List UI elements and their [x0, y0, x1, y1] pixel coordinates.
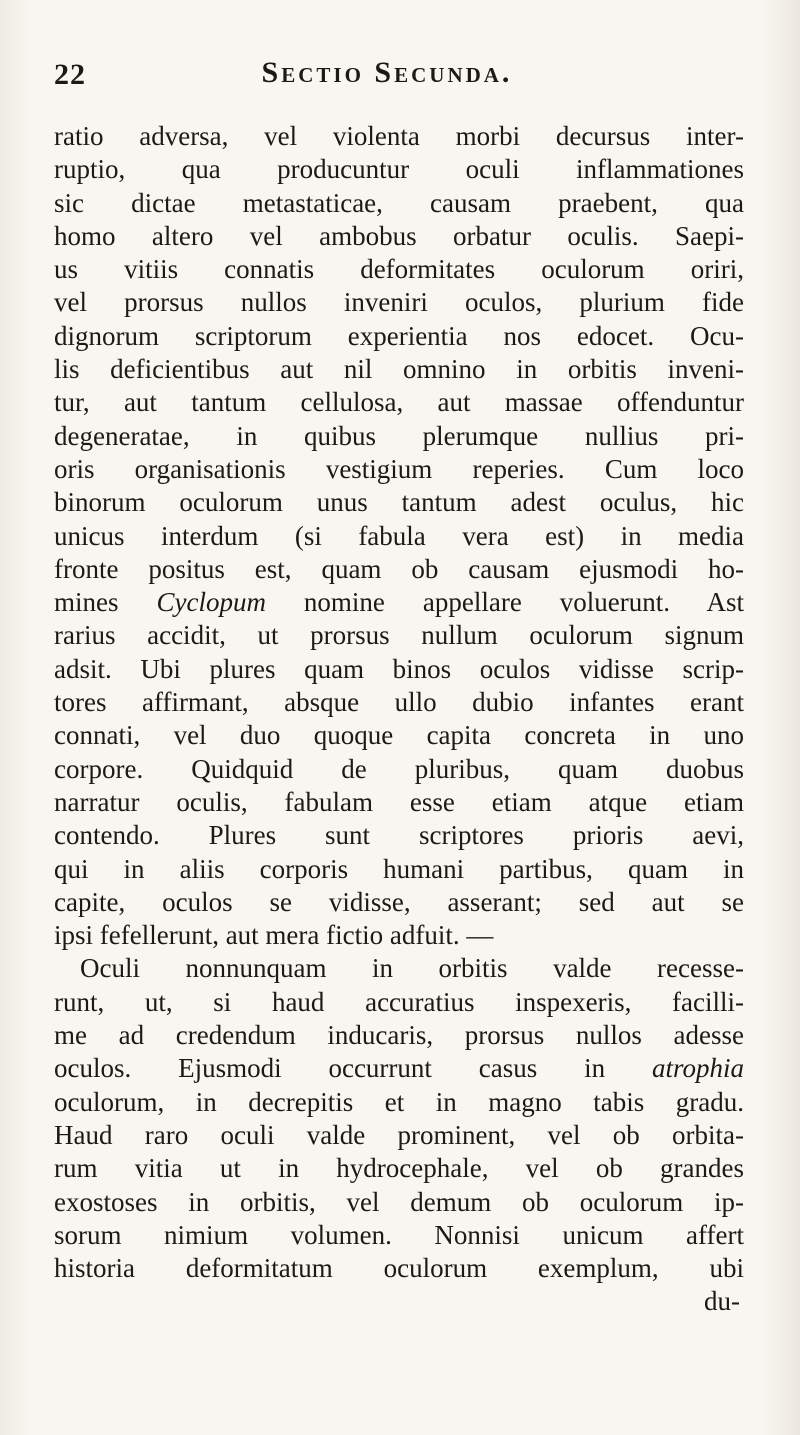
page-number: 22 — [54, 58, 86, 91]
text-line: ratio adversa, vel violenta morbi decursus inter- — [54, 121, 744, 151]
text-line: connati, vel duo quoque capita concreta in uno — [54, 720, 744, 751]
text-line: unicus interdum (si fabula vera est) in media — [54, 520, 744, 551]
italic-word: Cyclopum — [156, 587, 266, 618]
text-line: oris organisationis vestigium reperies. Cum loco — [54, 453, 744, 484]
text-line: tur, aut tantum cellulosa, aut massae offenduntur — [54, 387, 744, 418]
text-line: degeneratae, in quibus plerumque nullius pri- — [54, 420, 744, 451]
text-line: ruptio, qua producuntur oculi inflammationes — [54, 154, 744, 185]
text-line: ipsi fefellerunt, aut mera fictio adfuit. — — [54, 920, 494, 951]
text-line: Oculi nonnunquam in orbitis valde recesse- — [80, 953, 744, 984]
text-line: rum vitia ut in hydrocephale, vel ob grandes — [54, 1153, 744, 1184]
text-line: sic dictae metastaticae, causam praebent, qua — [54, 187, 744, 218]
text-line: tores affirmant, absque ullo dubio infantes erant — [54, 687, 744, 718]
page-header — [54, 52, 744, 92]
text-line: runt, ut, si haud accuratius inspexeris, facilli- — [54, 986, 744, 1017]
text-line: narratur oculis, fabulam esse etiam atque etiam — [54, 786, 744, 817]
text-line: exostoses in orbitis, vel demum ob oculorum ip- — [54, 1186, 744, 1217]
text-line: vel prorsus nullos inveniri oculos, plurium fide — [54, 287, 744, 318]
text-line: oculos. Ejusmodi occurrunt casus in atrophia — [54, 1053, 744, 1084]
text-line: corpore. Quidquid de pluribus, quam duobus — [54, 753, 744, 784]
text-line: dignorum scriptorum experientia nos edocet. Ocu- — [54, 320, 744, 351]
text-line: homo altero vel ambobus orbatur oculis. Saepi- — [54, 220, 744, 251]
text-line: capite, oculos se vidisse, asserant; sed aut se — [54, 886, 744, 917]
text-line: sorum nimium volumen. Nonnisi unicum affert — [54, 1219, 744, 1250]
text-line: us vitiis connatis deformitates oculorum oriri, — [54, 254, 744, 285]
text-line: lis deficientibus aut nil omnino in orbitis inveni- — [54, 354, 744, 385]
text-line: me ad credendum inducaris, prorsus nullos adesse — [54, 1020, 744, 1051]
italic-word: atrophia — [651, 1053, 744, 1084]
text-line: oculorum, in decrepitis et in magno tabis gradu. — [54, 1086, 744, 1117]
text-line: contendo. Plures sunt scriptores prioris aevi, — [54, 820, 744, 851]
text-line: qui in aliis corporis humani partibus, quam in — [54, 853, 744, 884]
text-line: historia deformitatum oculorum exemplum, ubi — [54, 1253, 744, 1284]
text-line: fronte positus est, quam ob causam ejusmodi ho- — [54, 553, 744, 584]
text-line: adsit. Ubi plures quam binos oculos vidisse scrip- — [54, 653, 744, 684]
text-line: Haud raro oculi valde prominent, vel ob orbita- — [54, 1119, 744, 1150]
text-line: binorum oculorum unus tantum adest oculus, hic — [54, 487, 744, 518]
text-line: mines Cyclopum nomine appellare voluerunt. Ast — [54, 587, 744, 618]
catchword: du- — [704, 1286, 740, 1317]
text-line: rarius accidit, ut prorsus nullum oculorum signum — [54, 620, 744, 651]
running-head: Sectio Secunda. — [261, 56, 513, 89]
body-text — [54, 120, 744, 1319]
